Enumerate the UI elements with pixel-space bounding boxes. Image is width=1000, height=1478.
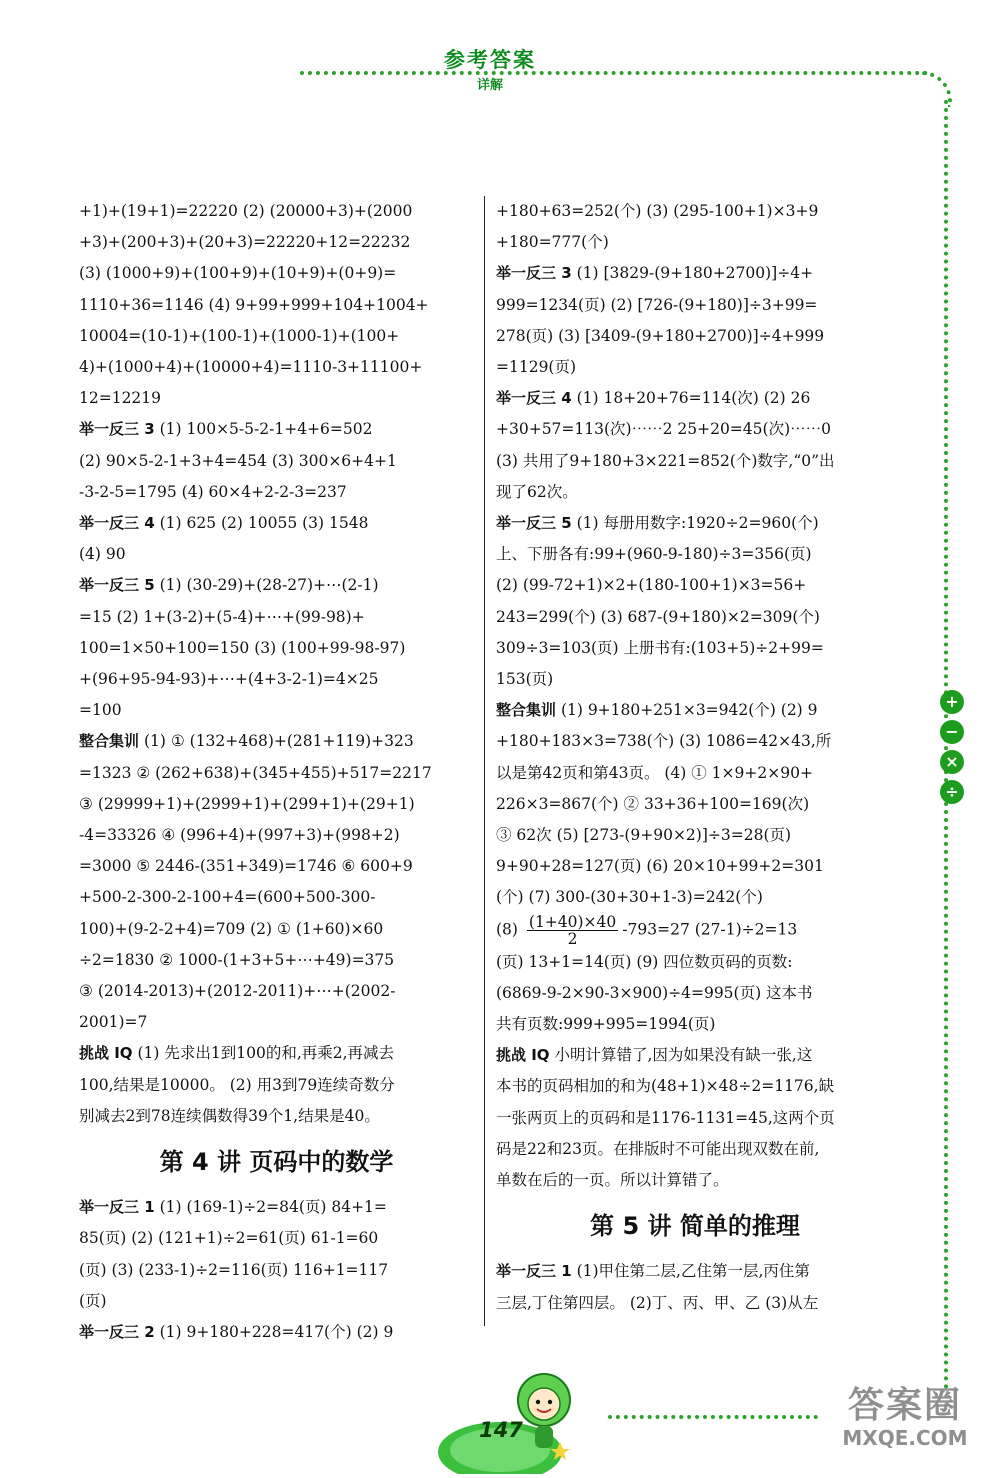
answer-line: -4=33326 ④ (996+4)+(997+3)+(998+2)	[79, 826, 400, 845]
answer-line: 上、下册各有:99+(960-9-180)÷3=356(页)	[496, 545, 812, 564]
answer-line: (2) 90×5-2-1+3+4=454 (3) 300×6+4+1	[79, 451, 397, 470]
answer-line: 以是第42页和第43页。 (4) ① 1×9+2×90+	[496, 763, 813, 782]
answer-text: (1) 100×5-5-2-1+4+6=502	[154, 420, 373, 439]
answer-line: 一张两页上的页码和是1176-1131=45,这两个页	[496, 1108, 835, 1127]
answer-line: 4)+(1000+4)+(10000+4)=1110-3+11100+	[79, 358, 423, 377]
answer-text: (1) 18+20+76=114(次) (2) 26	[571, 389, 811, 408]
answer-text: -793=27 (27-1)÷2=13	[622, 920, 798, 939]
divide-icon: ÷	[940, 780, 964, 804]
section-label: 举一反三 5	[79, 576, 155, 595]
section-label: 挑战 IQ	[79, 1044, 133, 1063]
answer-line	[79, 570, 474, 601]
answer-line	[79, 726, 474, 757]
header-title: 参考答案	[444, 48, 536, 72]
answer-line: 100=1×50+100=150 (3) (100+99-98-97)	[79, 638, 406, 657]
answer-line: (2) (99-72+1)×2+(180-100+1)×3=56+	[496, 576, 807, 595]
answer-line: 100,结果是10000。 (2) 用3到79连续奇数分	[79, 1075, 395, 1094]
answer-line: 现了62次。	[496, 482, 578, 501]
answer-line: (页)	[79, 1291, 107, 1310]
answer-line	[496, 383, 894, 414]
answer-line: 85(页) (2) (121+1)÷2=61(页) 61-1=60	[79, 1229, 379, 1248]
answer-line: +1)+(19+1)=22220 (2) (20000+3)+(2000	[79, 202, 413, 220]
answer-line: =3000 ⑤ 2446-(351+349)=1746 ⑥ 600+9	[79, 857, 413, 876]
answer-line: 1110+36=1146 (4) 9+99+999+104+1004+	[79, 295, 429, 314]
answer-line: 码是22和23页。在排版时不可能出现双数在前,	[496, 1139, 820, 1158]
section-label: 举一反三 3	[496, 264, 572, 283]
answer-line: 153(页)	[496, 670, 554, 689]
answer-line	[79, 508, 474, 539]
answer-line: 243=299(个) (3) 687-(9+180)×2=309(个)	[496, 607, 820, 626]
answer-line	[496, 695, 894, 726]
answer-text: (1) ① (132+468)+(281+119)+323	[139, 732, 414, 751]
answer-line: (3) (1000+9)+(100+9)+(10+9)+(0+9)=	[79, 264, 397, 283]
answer-line	[496, 1256, 894, 1287]
right-column	[496, 196, 894, 1319]
answer-line: +30+57=113(次)⋯⋯2 25+20=45(次)⋯⋯0	[496, 420, 831, 439]
section-label: 举一反三 1	[79, 1198, 155, 1217]
plus-icon: +	[940, 690, 964, 714]
answer-line: 309÷3=103(页) 上册书有:(103+5)÷2+99=	[496, 638, 824, 657]
answer-line: =15 (2) 1+(3-2)+(5-4)+⋯+(99-98)+	[79, 607, 365, 626]
answer-line: 本书的页码相加的和为(48+1)×48÷2=1176,缺	[496, 1077, 835, 1096]
answer-text: (1) (169-1)÷2=84(页) 84+1=	[154, 1198, 387, 1217]
section-label: 挑战 IQ	[496, 1046, 550, 1065]
answer-line: +3)+(200+3)+(20+3)=22220+12=22232	[79, 233, 411, 252]
answer-line: 999=1234(页) (2) [726-(9+180)]÷3+99=	[496, 295, 818, 314]
answer-line: 共有页数:999+995=1994(页)	[496, 1015, 716, 1034]
answer-line: =100	[79, 701, 122, 720]
section-label: 举一反三 4	[79, 514, 155, 533]
answer-line: -3-2-5=1795 (4) 60×4+2-2-3=237	[79, 482, 347, 501]
answer-line: (3) 共用了9+180+3×221=852(个)数字,“0”出	[496, 451, 835, 470]
header-subtitle: 详解	[476, 78, 503, 93]
answer-line	[496, 258, 894, 289]
bottom-dotted-border	[608, 1415, 818, 1419]
times-icon: ×	[940, 750, 964, 774]
watermark	[820, 1386, 990, 1450]
answer-line: 278(页) (3) [3409-(9+180+2700)]÷4+999	[496, 326, 825, 345]
answer-line	[79, 1038, 474, 1069]
column-divider	[484, 196, 485, 1326]
section-heading: 第 5 讲 简单的推理	[590, 1212, 800, 1241]
answer-line: 别减去2到78连续偶数得39个1,结果是40。	[79, 1106, 380, 1125]
answer-line: 226×3=867(个) ② 33+36+100=169(次)	[496, 794, 810, 813]
section-label: 举一反三 5	[496, 514, 572, 533]
fraction	[527, 914, 618, 947]
answer-line: 10004=(10-1)+(100-1)+(1000-1)+(100+	[79, 326, 400, 345]
answer-text: (8)	[496, 920, 523, 939]
answer-line: 100)+(9-2-2+4)=709 (2) ① (1+60)×60	[79, 919, 384, 938]
section-label: 举一反三 3	[79, 420, 155, 439]
answer-text: (1) [3829-(9+180+2700)]÷4+	[571, 264, 814, 283]
answer-line: +500-2-300-2-100+4=(600+500-300-	[79, 888, 376, 907]
answer-text: (1) 625 (2) 10055 (3) 1548	[154, 514, 369, 533]
answer-line: =1129(页)	[496, 358, 577, 377]
section-heading: 第 4 讲 页码中的数学	[159, 1148, 394, 1177]
page-number: 147	[479, 1418, 523, 1442]
answer-text: (1) 先求出1到100的和,再乘2,再减去	[132, 1044, 395, 1063]
answer-text: (1) 9+180+251×3=942(个) (2) 9	[556, 701, 818, 720]
answer-text: (1) (30-29)+(28-27)+⋯(2-1)	[154, 576, 379, 595]
answer-line	[79, 1192, 474, 1223]
answer-line	[496, 508, 894, 539]
answer-line: 9+90+28=127(页) (6) 20×10+99+2=301	[496, 857, 824, 876]
top-dotted-border	[300, 71, 928, 75]
answer-line: (页) 13+1=14(页) (9) 四位数页码的页数:	[496, 952, 793, 971]
answer-line: (4) 90	[79, 545, 126, 564]
section-label: 举一反三 4	[496, 389, 572, 408]
answer-line: (页) (3) (233-1)÷2=116(页) 116+1=117	[79, 1260, 389, 1279]
answer-line: +180+183×3=738(个) (3) 1086=42×43,所	[496, 732, 832, 751]
section-label: 举一反三 1	[496, 1262, 572, 1281]
answer-text: (1) 每册用数字:1920÷2=960(个)	[571, 514, 819, 533]
answer-line: ③ (29999+1)+(2999+1)+(299+1)+(29+1)	[79, 794, 415, 813]
answer-line: ÷2=1830 ② 1000-(1+3+5+⋯+49)=375	[79, 950, 395, 969]
answer-line: ③ 62次 (5) [273-(9+90×2)]÷3=28(页)	[496, 826, 792, 845]
answer-text: (1) 9+180+228=417(个) (2) 9	[154, 1322, 394, 1341]
answer-line: (6869-9-2×90-3×900)÷4=995(页) 这本书	[496, 983, 813, 1002]
section-label: 整合集训	[79, 732, 140, 751]
answer-line	[79, 414, 474, 445]
answer-line: 12=12219	[79, 389, 162, 408]
answer-text: 小明计算错了,因为如果没有缺一张,这	[549, 1046, 813, 1065]
answer-line: 三层,丁住第四层。 (2)丁、丙、甲、乙 (3)从左	[496, 1293, 819, 1312]
fraction-denominator: 2	[567, 929, 578, 948]
watermark-main: 答案圈	[847, 1385, 962, 1426]
section-label: 整合集训	[496, 701, 557, 720]
answer-line	[496, 1040, 894, 1071]
left-column	[79, 196, 474, 1348]
answer-line	[496, 914, 894, 947]
answer-line: +(96+95-94-93)+⋯+(4+3-2-1)=4×25	[79, 670, 379, 689]
answer-line: =1323 ② (262+638)+(345+455)+517=2217	[79, 763, 432, 782]
answer-line	[79, 1317, 474, 1348]
answer-line: 2001)=7	[79, 1013, 148, 1032]
fraction-numerator: (1+40)×40	[528, 912, 617, 931]
minus-icon: −	[940, 720, 964, 744]
answer-line: +180+63=252(个) (3) (295-100+1)×3+9	[496, 202, 819, 220]
answer-text: (1)甲住第二层,乙住第一层,丙住第	[571, 1262, 810, 1281]
answer-line: 单数在后的一页。所以计算错了。	[496, 1171, 729, 1190]
section-label: 举一反三 2	[79, 1322, 155, 1341]
answer-line: (个) (7) 300-(30+30+1-3)=242(个)	[496, 888, 763, 907]
watermark-sub: MXQE.COM	[842, 1426, 968, 1450]
side-icons	[940, 690, 970, 810]
answer-line: +180=777(个)	[496, 233, 609, 252]
answer-line: ③ (2014-2013)+(2012-2011)+⋯+(2002-	[79, 982, 396, 1001]
